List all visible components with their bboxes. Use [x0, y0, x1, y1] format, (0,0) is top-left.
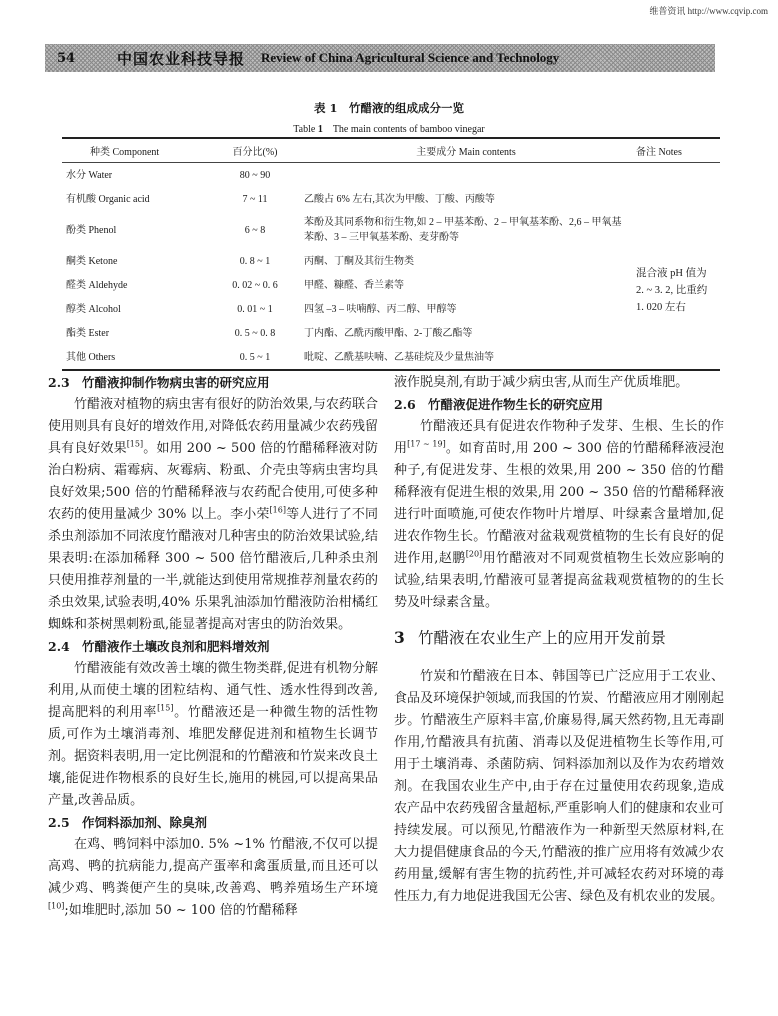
cell-contents: 丁内酯、乙酰丙酸甲酯、2-丁酸乙酯等 — [304, 327, 473, 339]
column-header-contents: 主要成分 Main contents — [416, 147, 516, 158]
table-row — [62, 297, 720, 321]
section-number: 2.6 — [394, 397, 416, 412]
paragraph-continuation: 液作脱臭剂,有助于减少病虫害,从而生产优质堆肥。 — [394, 375, 689, 390]
cell-percent: 7 ~ 11 — [242, 193, 268, 205]
paragraph: 竹炭和竹醋液在日本、韩国等已广泛应用于工农业、食品及环境保护领域,而我国的竹炭、竹醋液应用才刚刚起步。竹醋液生产原料丰富,价廉易得,属天然药物,且无毒副作用,竹醋液具有抗菌、消毒以及促进植物生长等作用,可用于土壤消毒、杀菌防病、饲料添加剂以及作为农药增效剂。在我国农业生产中,由于存在过量使用农药现象,造成农产品中农药残留含量超标,严重影响人们的健康和农业可持续发展。可以预见,竹醋液作为一种新型天然原材料,在大力提倡健康食品的今天,竹醋液的推广应用将有效减少农药用量,缓解有害生物的抗药性,并可减轻农药对环境的毒性压力,有力地促进我国无公害、绿色及有机农业的发展。 — [394, 669, 724, 904]
composition-table — [62, 137, 720, 371]
right-column — [394, 372, 724, 908]
cell-component: 醛类 Aldehyde — [66, 279, 128, 291]
paragraph-text: 。如育苗时,用 200 ~ 300 倍的竹醋稀释液浸泡种子,有促进发芽、生根的效果,用 200 ~ 350 倍的竹醋稀释液有促进生根的效果,用 200 ~ 350 倍的竹醋稀释液进行叶面喷施,可使农作物叶片增厚、叶绿素含量增加,促进农作物生长。竹醋液对盆栽观赏植物的生长有良好的促进作用,赵鹏 — [394, 441, 724, 566]
cell-component: 酯类 Ester — [66, 327, 110, 339]
paragraph-text: 。竹醋液还是一种微生物的活性物质,可作为土壤消毒剂、堆肥发酵促进剂和植物生长调节剂。据资料表明,用一定比例混和的竹醋液和竹炭来改良土壤,能促进作物根系的良好生长,施用的桃园,可以提高果品产量,改善品质。 — [48, 705, 378, 808]
journal-title-en: Review of China Agricultural Science and Technology — [261, 50, 560, 65]
column-header-notes: 备注 Notes — [636, 147, 682, 158]
cell-percent: 6 ~ 8 — [244, 224, 266, 236]
cell-contents: 四氢 –3 – 呋喃醇、丙二醇、甲醇等 — [304, 303, 457, 315]
cell-component: 水分 Water — [66, 169, 113, 181]
cell-component: 醇类 Alcohol — [66, 303, 121, 315]
source-watermark: 维普资讯 http://www.cqvip.com — [649, 6, 768, 16]
paragraph-text: 用竹醋液对不同观赏植物生长效应影响的试验,结果表明,竹醋液可显著提高盆栽观赏植物的的生长势及叶绿素含量。 — [394, 551, 724, 610]
section-title: 竹醋液抑制作物病虫害的研究应用 — [82, 375, 270, 390]
paragraph — [394, 416, 724, 614]
cell-percent: 0. 01 ~ 1 — [237, 303, 273, 315]
citation: [20] — [465, 549, 483, 559]
section-heading-3 — [394, 626, 724, 650]
cell-percent: 0. 5 ~ 1 — [239, 351, 271, 363]
paragraph — [48, 394, 378, 636]
table-row — [62, 321, 720, 345]
cell-component: 有机酸 Organic acid — [66, 193, 150, 205]
paragraph-text: 在鸡、鸭饲料中添加0. 5% ~1% 竹醋液,不仅可以提高鸡、鸭的抗病能力,提高产蛋率和禽蛋质量,而且还可以减少鸡、鸭粪便产生的臭味,改善鸡、鸭养殖场生产环境 — [48, 837, 378, 896]
cell-percent: 0. 8 ~ 1 — [239, 255, 271, 267]
section-heading-2-3 — [48, 372, 378, 394]
column-header-percent: 百分比(%) — [232, 147, 278, 158]
paragraph-text: ;如堆肥时,添加 50 ~ 100 倍的竹醋稀释 — [64, 903, 298, 918]
column-header-component: 种类 Component — [90, 147, 160, 158]
cell-contents: 吡啶、乙酰基呋喃、乙基硅烷及少量焦油等 — [304, 351, 494, 363]
citation: [10] — [48, 901, 65, 911]
cell-contents: 乙酸占 6% 左右,其次为甲酸、丁酸、丙酸等 — [304, 193, 495, 205]
table-row — [62, 345, 720, 370]
cell-contents: 苯酚及其同系物和衍生物,如 2 – 甲基苯酚、2 – 甲氧基苯酚、2,6 – 甲氧基苯酚、3 – 三甲氧基苯酚、麦芽酚等 — [304, 217, 622, 243]
table-caption-en-number: 1 — [317, 124, 323, 135]
cell-percent: 0. 5 ~ 0. 8 — [234, 327, 276, 339]
cell-contents: 甲醛、糠醛、香兰素等 — [304, 279, 404, 291]
citation: [15] — [126, 439, 144, 449]
table-header-row — [62, 138, 720, 163]
citation: [17 ~ 19] — [407, 439, 446, 449]
cell-component: 酮类 Ketone — [66, 255, 118, 267]
section-heading-2-5 — [48, 812, 378, 834]
cell-notes-empty — [632, 187, 720, 211]
section-heading-2-4 — [48, 636, 378, 658]
section-number: 2.5 — [48, 815, 70, 830]
paragraph-text: 等人进行了不同杀虫剂添加不同浓度竹醋液对几种害虫的防治效果试验,结果表明:在添加稀释 300 ~ 500 倍竹醋液后,几种杀虫剂只使用推荐剂量的一半,就能达到使用常规推荐剂量农药的杀虫效果,试验表明,40% 乐果乳油添加竹醋液防治柑橘红蜘蛛和茶树黑刺粉虱,能显著提高对害虫的防治效果。 — [48, 507, 378, 632]
section-title: 竹醋液促进作物生长的研究应用 — [428, 397, 604, 412]
journal-title-cn: 中国农业科技导报 — [117, 49, 246, 68]
table-caption-cn: 表 1 竹醋液的组成成分一览 — [313, 101, 464, 115]
cell-percent: 0. 02 ~ 0. 6 — [232, 279, 278, 291]
cell-contents — [300, 163, 632, 188]
page-number: 54 — [57, 50, 76, 66]
cell-component: 其他 Others — [66, 351, 116, 363]
citation: [16] — [269, 505, 286, 515]
paragraph-text: 竹醋液能有效改善土壤的微生物类群,促进有机物分解利用,从而使土壤的团粒结构、通气性、透水性得到改善,提高肥料的利用率 — [48, 661, 378, 720]
table-row — [62, 163, 720, 188]
section-number: 2.3 — [48, 375, 70, 390]
table-caption-en-text: The main contents of bamboo vinegar — [322, 124, 485, 135]
table-caption-en-prefix: Table — [293, 124, 318, 135]
paragraph-text: 竹醋液对植物的病虫害有很好的防治效果,与农药联合使用则具有良好的增效作用,对降低农药用量减少农药残留具有良好效果 — [48, 397, 378, 456]
table-row — [62, 187, 720, 211]
section-title: 竹醋液作土壤改良剂和肥料增效剂 — [82, 639, 270, 654]
cell-percent: 80 ~ 90 — [239, 169, 271, 181]
cell-contents: 丙酮、丁酮及其衍生物类 — [304, 255, 414, 267]
table-row — [62, 249, 720, 273]
section-heading-2-6 — [394, 394, 724, 416]
section-title: 竹醋液在农业生产上的应用开发前景 — [418, 629, 667, 647]
left-column — [48, 372, 378, 922]
journal-header-banner — [45, 44, 715, 72]
paragraph-text: 。如用 200 ~ 500 倍的竹醋稀释液对防治白粉病、霜霉病、灰霉病、粉虱、介壳虫等病虫害均具良好效果;500 倍的竹醋稀释液与农药配合使用,可使多种农药的使用量减少 30% 以上。李小荣 — [48, 441, 378, 522]
cell-notes: 混合液 pH 值为 2. ~ 3. 2, 比重约 1. 020 左右 — [636, 267, 708, 313]
citation: [15] — [157, 703, 174, 713]
table-caption-en — [0, 120, 778, 135]
section-number: 2.4 — [48, 639, 70, 654]
table-row — [62, 273, 720, 297]
section-number: 3 — [394, 628, 405, 647]
cell-notes-empty — [632, 163, 720, 188]
cell-component: 酚类 Phenol — [66, 224, 117, 236]
section-title: 作饲料添加剂、除臭剂 — [82, 815, 208, 830]
paragraph — [48, 658, 378, 812]
paragraph — [48, 834, 378, 922]
table-row — [62, 211, 720, 249]
paragraph-text: 竹醋液还具有促进农作物种子发芽、生根、生长的作用 — [394, 419, 724, 456]
